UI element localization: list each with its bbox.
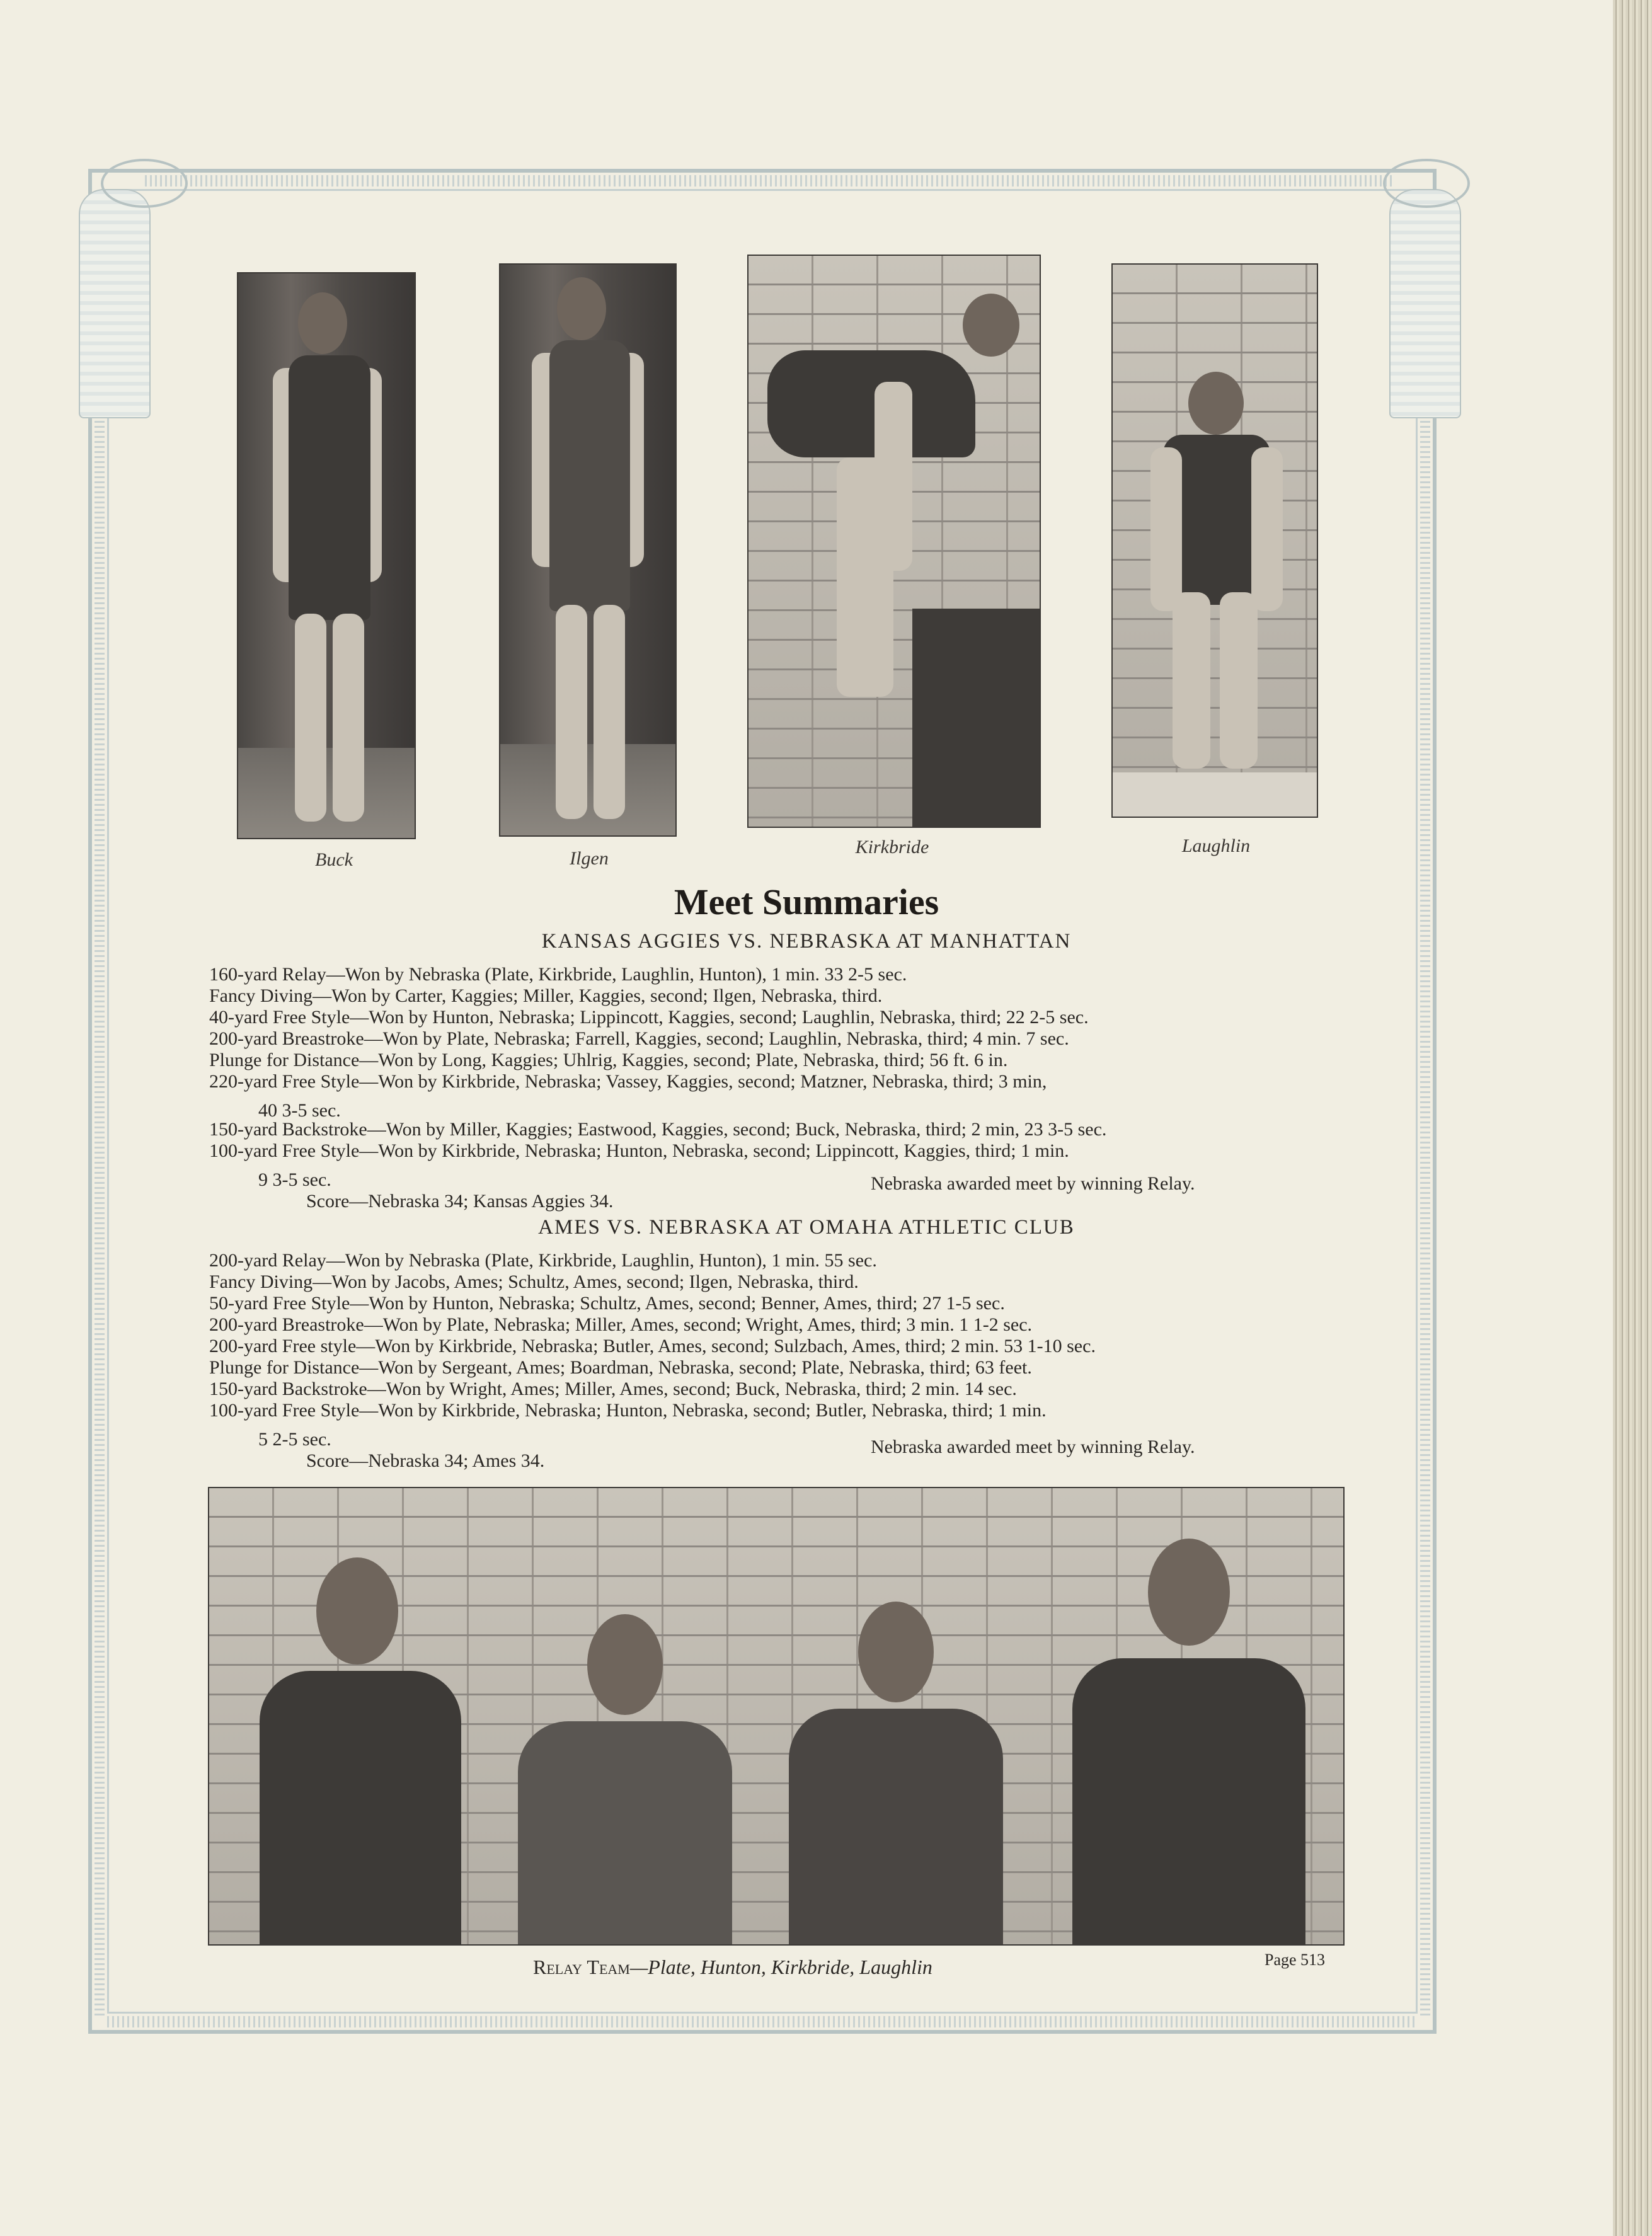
relay-team-caption [533,1956,932,1979]
meet2-result: 50-yard Free Style—Won by Hunton, Nebraska; Schultz, Ames, second; Benner, Ames, third; 27 1-5 sec. [209,1293,1005,1314]
meet1-result: 150-yard Backstroke—Won by Miller, Kaggies; Eastwood, Kaggies, second; Buck, Nebraska, third; 2 min, 23 3-5 sec. [209,1119,1107,1140]
caption-buck: Buck [315,849,353,870]
meet1-result: Fancy Diving—Won by Carter, Kaggies; Miller, Kaggies, second; Ilgen, Nebraska, third. [209,985,883,1006]
meet2-score: Score—Nebraska 34; Ames 34. [306,1450,545,1471]
photo-relay-team [208,1487,1345,1946]
meet2-result: 100-yard Free Style—Won by Kirkbride, Nebraska; Hunton, Nebraska, second; Butler, Nebraska, third; 1 min. [209,1400,1047,1421]
relay-caption-names: —Plate, Hunton, Kirkbride, Laughlin [629,1956,932,1978]
border-bottom-band [107,2016,1418,2027]
meet2-result: 150-yard Backstroke—Won by Wright, Ames; Miller, Ames, second; Buck, Nebraska, third; 2 min. 14 sec. [209,1379,1017,1399]
right-pillar-ornament [1389,189,1461,418]
meet1-award-note: Nebraska awarded meet by winning Relay. [871,1173,1195,1194]
meet1-result-continuation: 40 3-5 sec. [258,1100,341,1121]
meet1-result: 200-yard Breastroke—Won by Plate, Nebraska; Farrell, Kaggies, second; Laughlin, Nebraska, third; 4 min. 7 sec. [209,1028,1069,1049]
relay-caption-lead: Relay Team [533,1956,630,1978]
caption-laughlin: Laughlin [1181,835,1251,856]
meet1-result: 40-yard Free Style—Won by Hunton, Nebraska; Lippincott, Kaggies, second; Laughlin, Nebraska, third; 22 2-5 sec. [209,1007,1089,1028]
photo-buck [237,272,416,839]
caption-kirkbride: Kirkbride [855,837,929,857]
photo-ilgen [499,263,677,837]
meet2-result: 200-yard Free style—Won by Kirkbride, Nebraska; Butler, Ames, second; Sulzbach, Ames, third; 2 min. 53 1-10 sec. [209,1336,1096,1356]
meet2-result-continuation: 5 2-5 sec. [258,1429,331,1450]
meet2-result: Plunge for Distance—Won by Sergeant, Ames; Boardman, Nebraska, second; Plate, Nebraska, third; 63 feet. [209,1357,1032,1378]
photo-kirkbride [747,255,1041,828]
left-pillar-ornament [79,189,151,418]
meet1-heading: KANSAS AGGIES VS. NEBRASKA AT MANHATTAN [541,930,1072,953]
caption-ilgen: Ilgen [570,848,609,869]
border-top-band [145,175,1392,186]
left-scroll-ornament [101,159,188,208]
meet1-result: Plunge for Distance—Won by Long, Kaggies; Uhlrig, Kaggies, second; Plate, Nebraska, third; 56 ft. 6 in. [209,1050,1008,1070]
meet1-result-continuation: 9 3-5 sec. [258,1169,331,1190]
meet2-result: 200-yard Relay—Won by Nebraska (Plate, Kirkbride, Laughlin, Hunton), 1 min. 55 sec. [209,1250,877,1271]
meet2-result: 200-yard Breastroke—Won by Plate, Nebraska; Miller, Ames, second; Wright, Ames, third; 3 min. 1 1-2 sec. [209,1314,1033,1335]
meet1-result: 160-yard Relay—Won by Nebraska (Plate, Kirkbride, Laughlin, Hunton), 1 min. 33 2-5 sec. [209,964,907,985]
meet2-heading: AMES VS. NEBRASKA AT OMAHA ATHLETIC CLUB [538,1216,1075,1239]
page-title: Meet Summaries [674,881,939,922]
photo-laughlin [1111,263,1318,818]
meet1-result: 100-yard Free Style—Won by Kirkbride, Nebraska; Hunton, Nebraska, second; Lippincott, Kaggies, third; 1 min. [209,1140,1069,1161]
meet1-result: 220-yard Free Style—Won by Kirkbride, Nebraska; Vassey, Kaggies, second; Matzner, Nebraska, third; 3 min, [209,1071,1047,1092]
meet1-score: Score—Nebraska 34; Kansas Aggies 34. [306,1191,614,1212]
page-number: Page 513 [1265,1951,1326,1969]
meet2-result: Fancy Diving—Won by Jacobs, Ames; Schultz, Ames, second; Ilgen, Nebraska, third. [209,1271,859,1292]
book-page-edge [1613,0,1652,2236]
meet2-award-note: Nebraska awarded meet by winning Relay. [871,1436,1195,1457]
right-scroll-ornament [1383,159,1470,208]
